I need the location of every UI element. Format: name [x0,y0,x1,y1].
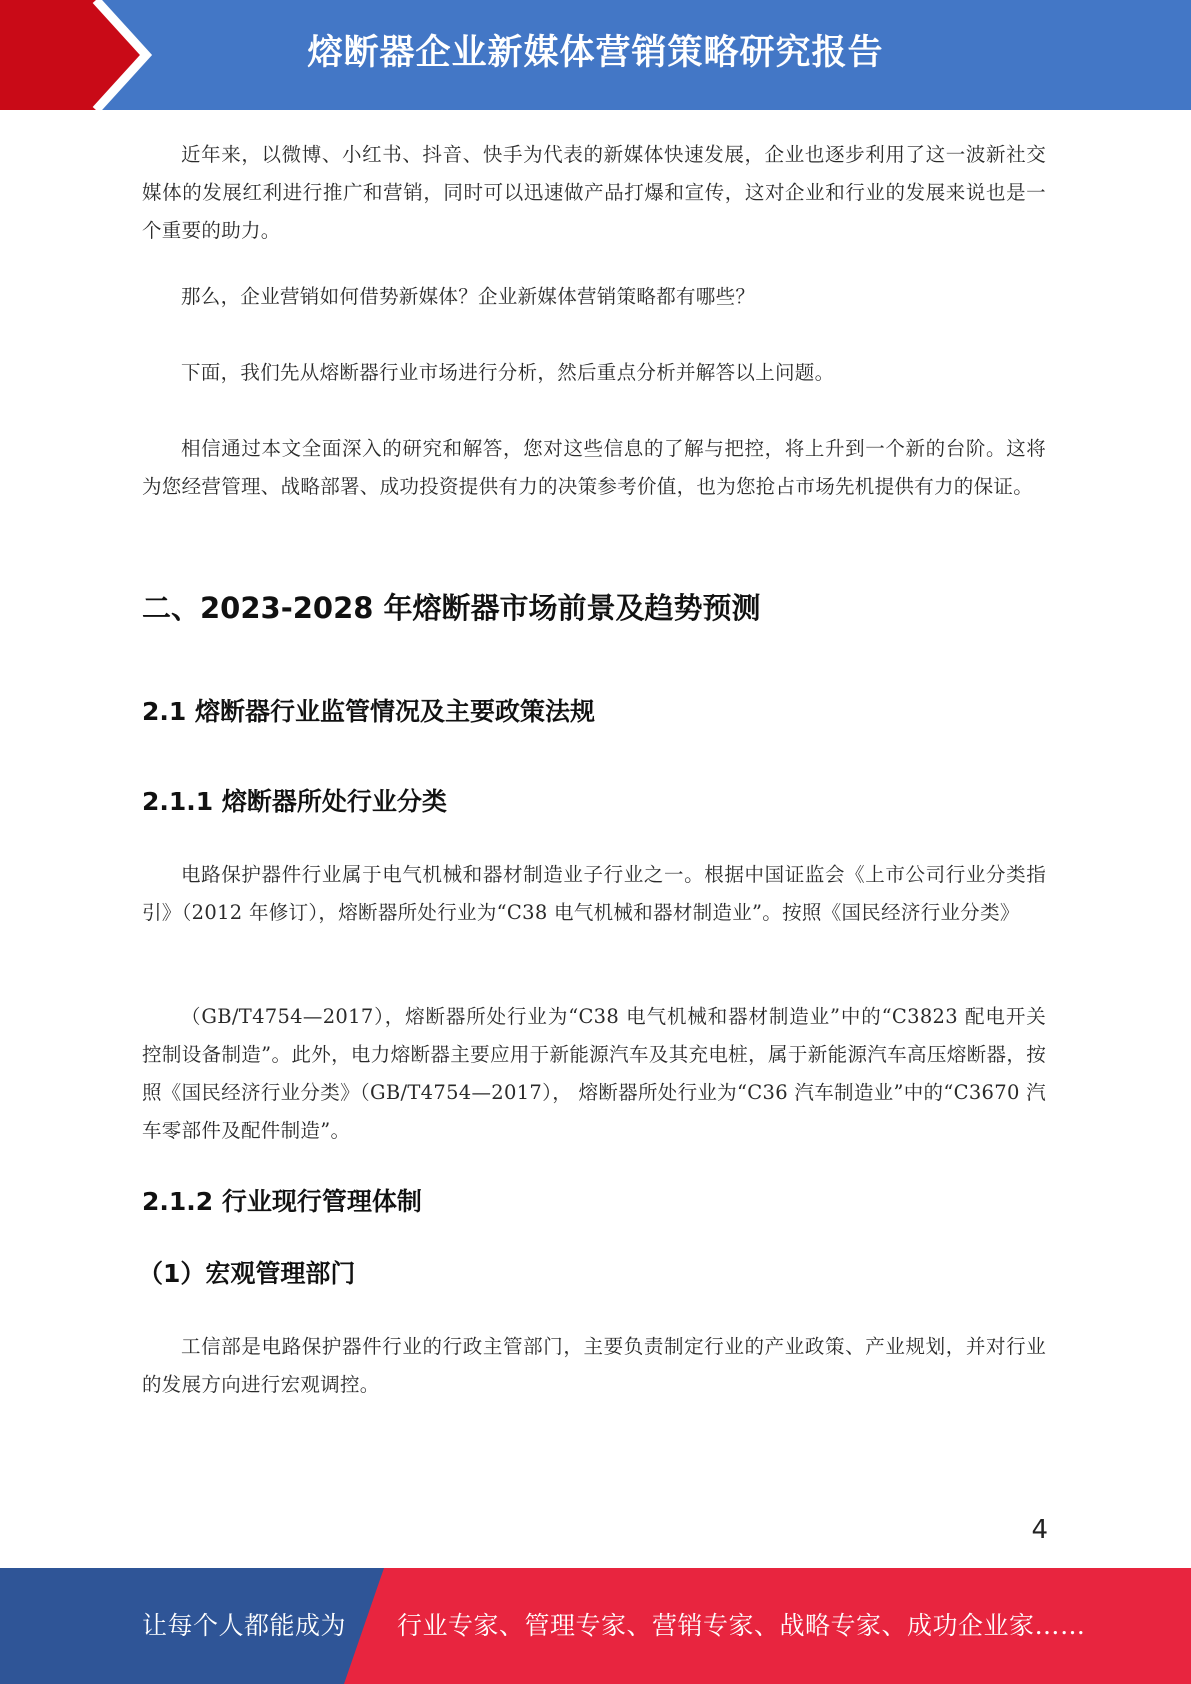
subheading-macro-management: （1）宏观管理部门 [138,1259,356,1288]
report-title: 熔断器企业新媒体营销策略研究报告 [307,33,884,73]
macro-management-paragraph: 工信部是电路保护器件行业的行政主管部门，主要负责制定行业的产业政策、产业规划，并对行业的发展方向进行宏观调控。 [142,1335,1046,1396]
intro-paragraph-2: 那么，企业营销如何借势新媒体？企业新媒体营销策略都有哪些？ [181,285,756,308]
section-heading-2-1-2: 2.1.2 行业现行管理体制 [142,1187,422,1216]
header-banner [0,0,1191,110]
intro-paragraph-4: 相信通过本文全面深入的研究和解答，您对这些信息的了解与把控，将上升到一个新的台阶。这将为您经营管理、战略部署、成功投资提供有力的决策参考价值，也为您抢占市场先机提供有力的保证。 [142,437,1046,498]
footer-slogan-right: 行业专家、管理专家、营销专家、战略专家、成功企业家…… [397,1611,1086,1640]
section-heading-2-1: 2.1 熔断器行业监管情况及主要政策法规 [142,697,595,726]
footer-slogan-left: 让每个人都能成为 [142,1611,347,1640]
classification-paragraph-1: 电路保护器件行业属于电气机械和器材制造业子行业之一。根据中国证监会《上市公司行业分类指引》（2012 年修订），熔断器所处行业为“C38 电气机械和器材制造业”。按照《国民经济行业分类》 [142,863,1046,924]
footer-banner [0,1568,1191,1684]
section-heading-2-1-1: 2.1.1 熔断器所处行业分类 [142,787,447,816]
page-number: 4 [1031,1515,1048,1545]
intro-paragraph-1: 近年来，以微博、小红书、抖音、快手为代表的新媒体快速发展，企业也逐步利用了这一波新社交媒体的发展红利进行推广和营销，同时可以迅速做产品打爆和宣传，这对企业和行业的发展来说也是一个重要的助力。 [142,143,1046,242]
section-heading-2: 二、2023-2028 年熔断器市场前景及趋势预测 [142,591,761,625]
classification-paragraph-2: （GB/T4754—2017），熔断器所处行业为“C38 电气机械和器材制造业”中的“C3823 配电开关控制设备制造”。此外，电力熔断器主要应用于新能源汽车及其充电桩，属于新能源汽车高压熔断器，按照《国民经济行业分类》（GB/T4754—2017）， 熔断器所处行业为“C36 汽车制造业”中的“C3670 汽车零部件及配件制造”。 [142,1005,1046,1142]
intro-paragraph-3: 下面，我们先从熔断器行业市场进行分析，然后重点分析并解答以上问题。 [181,361,835,384]
